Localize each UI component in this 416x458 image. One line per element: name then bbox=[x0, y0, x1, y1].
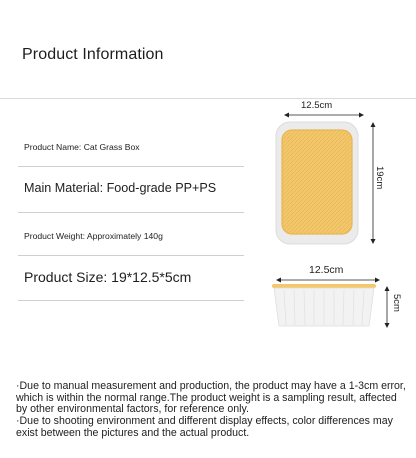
dimension-arrow-top-width bbox=[284, 110, 364, 120]
tray-side-image bbox=[270, 284, 378, 328]
spec-product-name: Product Name: Cat Grass Box bbox=[24, 142, 140, 152]
disclaimer-note: ·Due to shooting environment and different display effects, color differences may exist between the pictures and the actual product. bbox=[16, 415, 393, 439]
spec-size: Product Size: 19*12.5*5cm bbox=[24, 269, 192, 285]
dimension-arrow-top-length bbox=[368, 122, 378, 244]
spec-divider bbox=[18, 212, 244, 213]
spec-material: Main Material: Food-grade PP+PS bbox=[24, 181, 217, 195]
spec-weight: Product Weight: Approximately 140g bbox=[24, 231, 163, 241]
disclaimer-notes bbox=[16, 381, 408, 440]
dimension-label-side-height: 5cm bbox=[391, 294, 402, 312]
dimension-label-side-width: 12.5cm bbox=[309, 264, 344, 276]
tray-top-image bbox=[274, 120, 364, 246]
title-divider bbox=[0, 98, 416, 99]
page-title: Product Information bbox=[22, 46, 164, 63]
dimension-label-top-width: 12.5cm bbox=[301, 100, 333, 111]
spec-divider bbox=[18, 300, 244, 301]
spec-divider bbox=[18, 255, 244, 256]
dimension-label-top-length: 19cm bbox=[374, 166, 385, 190]
spec-divider bbox=[18, 166, 244, 167]
disclaimer-note: ·Due to manual measurement and production, the product may have a 1-3cm error, which is within the normal range.The product weight is a sampling result, affected by other environmental factors, for reference only. bbox=[16, 380, 406, 416]
dimension-arrow-side-height bbox=[382, 286, 392, 328]
